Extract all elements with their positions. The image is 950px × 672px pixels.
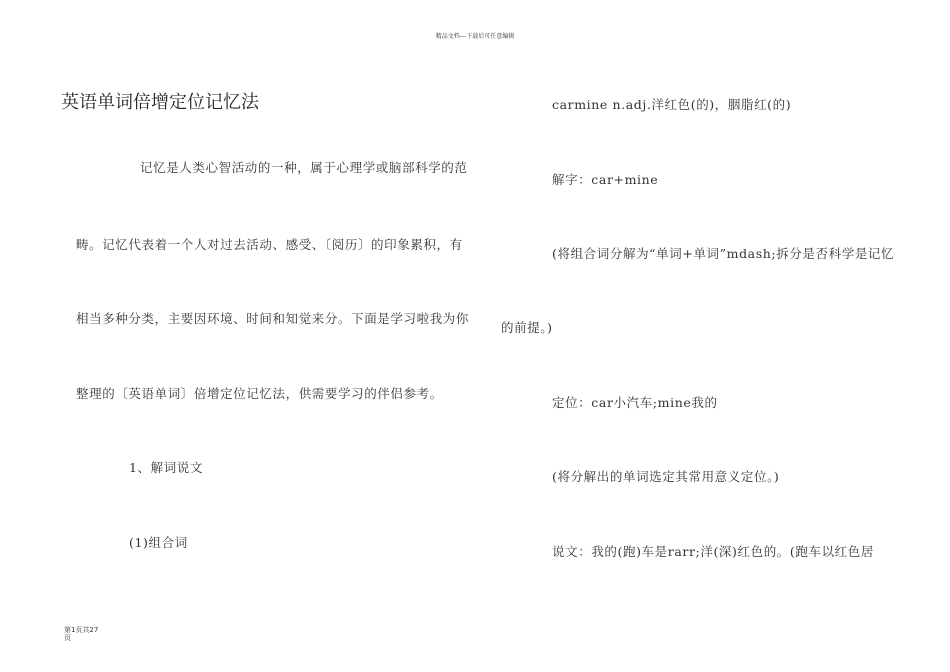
page-footer <box>64 626 98 642</box>
right-line-note-2: (将分解出的单词选定其常用意义定位。) <box>552 469 780 484</box>
right-line-split: 解字：car+mine <box>552 172 659 187</box>
left-paragraph-line-2: 畴。记忆代表着一个人对过去活动、感受、〔阅历〕的印象累积，有 <box>76 237 463 252</box>
right-line-position: 定位：car小汽车;mine我的 <box>552 395 718 410</box>
left-paragraph-line-4: 整理的〔英语单词〕倍增定位记忆法，供需要学习的伴侣参考。 <box>76 386 443 401</box>
right-line-note-1: (将组合词分解为“单词+单词”mdash;拆分是否科学是记忆 <box>552 246 895 261</box>
page-number-line-2: 页 <box>64 634 71 642</box>
page-header: 精品文档---下载后可任意编辑 <box>435 33 515 40</box>
page-number-line-1: 第1页共27 <box>64 626 99 634</box>
right-line-explanation: 说文：我的(跑)车是rarr;洋(深)红色的。(跑车以红色居 <box>552 544 874 559</box>
right-line-note-1-cont: 的前提。) <box>501 320 553 335</box>
right-line-word-definition: carmine n.adj.洋红色(的)，胭脂红(的) <box>552 97 792 112</box>
left-paragraph-line-3: 相当多种分类，主要因环境、时间和知觉来分。下面是学习啦我为你 <box>76 311 470 326</box>
left-paragraph-line-1: 记忆是人类心智活动的一种，属于心理学或脑部科学的范 <box>140 160 468 175</box>
subsection-heading: (1)组合词 <box>129 535 188 550</box>
document-title: 英语单词倍增定位记忆法 <box>61 92 259 113</box>
section-heading: 1、解词说文 <box>129 460 204 475</box>
